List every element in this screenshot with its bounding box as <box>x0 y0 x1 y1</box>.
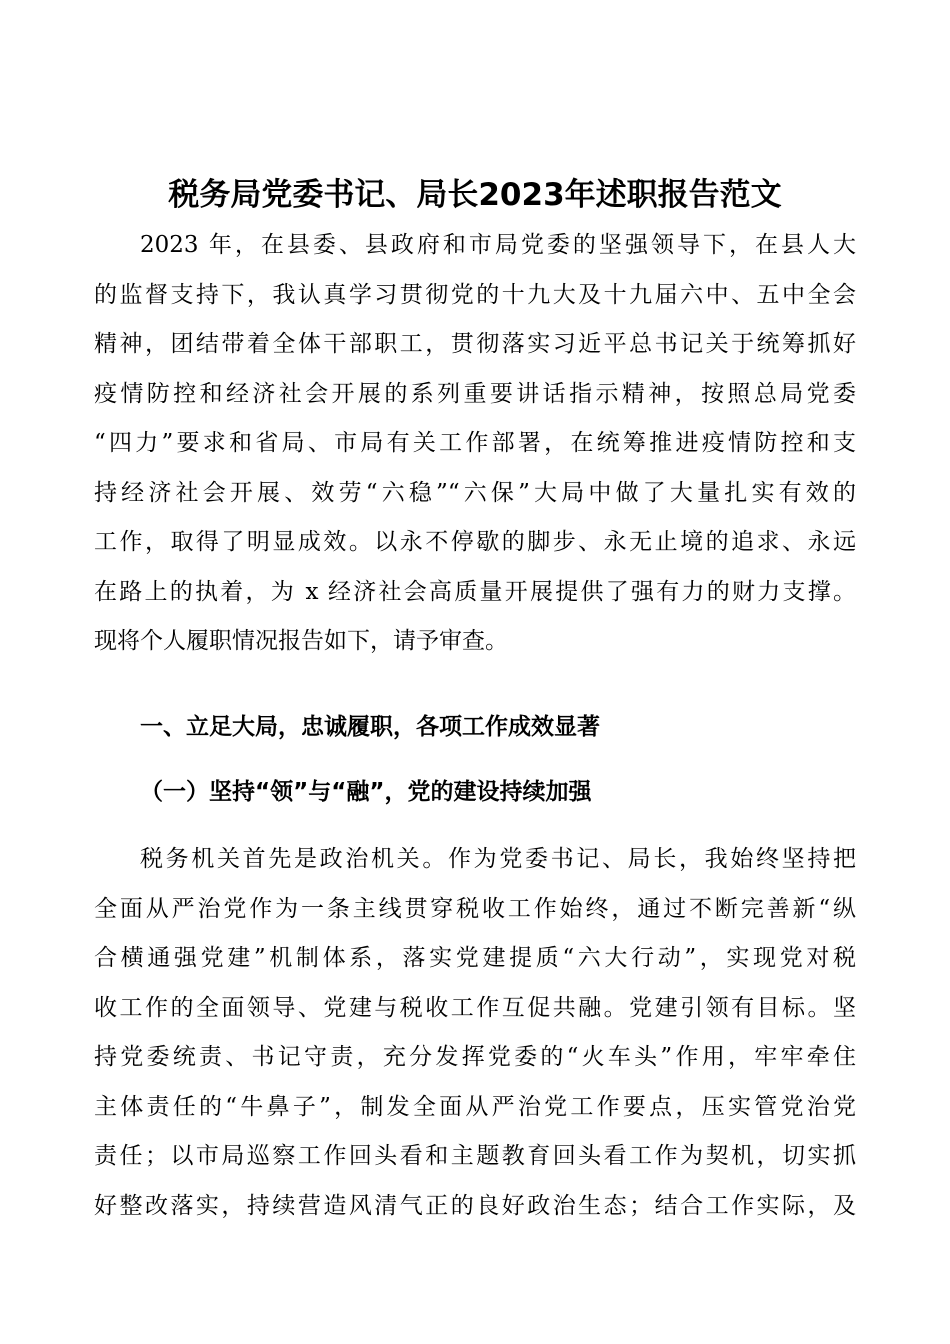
body-paragraph <box>94 835 856 1231</box>
paragraph-line: 收工作的全面领导、党建与税收工作互促共融。党建引领有目标。坚 <box>94 994 856 1021</box>
paragraph-line: 2023 年，在县委、县政府和市局党委的坚强领导下，在县人大 <box>140 232 856 258</box>
section-heading: 一、立足大局，忠诚履职，各项工作成效显著 <box>140 714 600 740</box>
paragraph-line: 主体责任的“牛鼻子”，制发全面从严治党工作要点，压实管党治党 <box>94 1093 856 1120</box>
paragraph-line: 合横通强党建”机制体系，落实党建提质“六大行动”，实现党对税 <box>94 945 856 971</box>
paragraph-line: 税务机关首先是政治机关。作为党委书记、局长，我始终坚持把 <box>140 846 856 872</box>
paragraph-line: 现将个人履职情况报告如下，请予审查。 <box>94 628 508 654</box>
paragraph-line: 工作，取得了明显成效。以永不停歇的脚步、永无止境的追求、永远 <box>94 529 856 555</box>
paragraph-line: 好整改落实，持续营造风清气正的良好政治生态；结合工作实际，及 <box>94 1192 856 1219</box>
paragraph-line: “四力”要求和省局、市局有关工作部署，在统筹推进疫情防控和支 <box>94 430 856 456</box>
paragraph-line: 的监督支持下，我认真学习贯彻党的十九大及十九届六中、五中全会 <box>94 281 856 308</box>
intro-paragraph <box>94 221 856 667</box>
paragraph-line: 精神，团结带着全体干部职工，贯彻落实习近平总书记关于统筹抓好 <box>94 331 856 357</box>
paragraph-line: 疫情防控和经济社会开展的系列重要讲话指示精神，按照总局党委 <box>94 380 856 407</box>
paragraph-line: 全面从严治党作为一条主线贯穿税收工作始终，通过不断完善新“纵 <box>94 895 856 922</box>
paragraph-line: 持经济社会开展、效劳“六稳”“六保”大局中做了大量扎实有效的 <box>94 479 856 506</box>
paragraph-line: 持党委统责、书记守责，充分发挥党委的“火车头”作用，牢牢牵住 <box>94 1044 856 1070</box>
document-title: 税务局党委书记、局长2023年述职报告范文 <box>168 177 782 213</box>
paragraph-line: 责任；以市局巡察工作回头看和主题教育回头看工作为契机，切实抓 <box>94 1143 856 1169</box>
paragraph-line: 在路上的执着，为 x 经济社会高质量开展提供了强有力的财力支撑。 <box>94 578 856 605</box>
subsection-heading: （一）坚持“领”与“融”，党的建设持续加强 <box>140 779 592 805</box>
